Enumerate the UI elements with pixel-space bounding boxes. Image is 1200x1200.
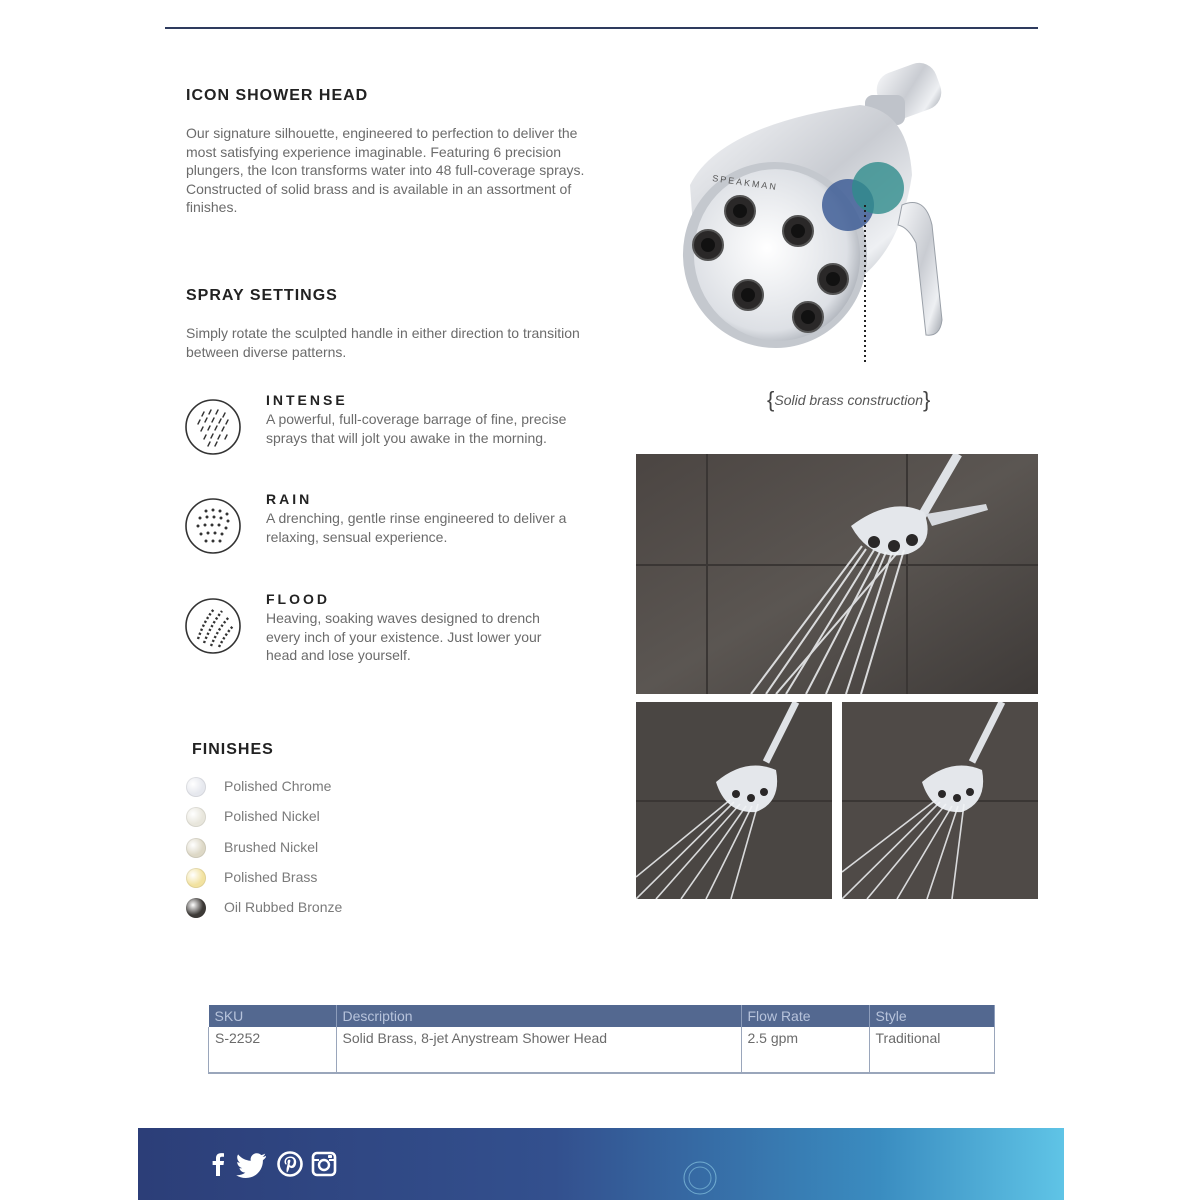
table-header-cell: SKU xyxy=(209,1005,337,1027)
spray-mode-description: A powerful, full-coverage barrage of fine, precise sprays that will jolt you awake in the morning. xyxy=(266,411,567,446)
callout-brace: { xyxy=(767,387,775,412)
finish-item xyxy=(186,838,446,860)
spray-mode-name: FLOOD xyxy=(266,591,330,607)
spray-settings-intro: Simply rotate the sculpted handle in either direction to transition between diverse patterns. xyxy=(186,325,580,360)
table-cell: S-2252 xyxy=(209,1027,337,1073)
footer-banner xyxy=(138,1128,1064,1200)
spray-settings-title: SPRAY SETTINGS xyxy=(186,287,338,304)
finish-item xyxy=(186,898,446,920)
brand-watermark-icon xyxy=(680,1158,720,1198)
spray-mode-intense xyxy=(184,392,584,478)
twitter-icon[interactable] xyxy=(234,1150,268,1178)
shower-photo-large xyxy=(636,454,1038,694)
finish-item xyxy=(186,777,446,799)
finish-label: Polished Nickel xyxy=(224,808,320,824)
brand-mark: SPEAKMAN xyxy=(711,173,779,193)
spray-mode-name: RAIN xyxy=(266,491,313,507)
shower-photo-small-right xyxy=(842,702,1038,899)
finish-label: Brushed Nickel xyxy=(224,839,319,855)
callout-brace: } xyxy=(923,387,931,412)
finish-swatch xyxy=(186,868,206,888)
intense-spray-icon xyxy=(184,398,242,456)
finish-swatch xyxy=(186,838,206,858)
shower-photo-small-left xyxy=(636,702,832,899)
rain-spray-icon xyxy=(184,497,242,555)
table-row xyxy=(209,1027,995,1073)
flood-spray-icon xyxy=(184,597,242,655)
top-rule xyxy=(165,27,1038,29)
product-title: ICON SHOWER HEAD xyxy=(186,87,369,104)
table-header-cell: Style xyxy=(869,1005,995,1027)
spray-mode-name: INTENSE xyxy=(266,392,348,408)
finish-item xyxy=(186,807,446,829)
table-header-row xyxy=(209,1005,995,1027)
callout-text: Solid brass construction xyxy=(774,392,923,408)
finish-swatch xyxy=(186,777,206,797)
table-cell: 2.5 gpm xyxy=(741,1027,869,1073)
solid-brass-callout xyxy=(767,387,930,413)
spray-mode-rain xyxy=(184,491,584,577)
finish-label: Oil Rubbed Bronze xyxy=(224,899,343,915)
product-description: Our signature silhouette, engineered to perfection to deliver the most satisfying experience imaginable. Featuring 6 precision plungers, the Icon transforms water into 48 full-coverage sprays. Constructed of solid brass and is available in an assortment of finishes. xyxy=(186,125,585,215)
spray-mode-description: Heaving, soaking waves designed to drench every inch of your existence. Just lower your head and lose yourself. xyxy=(266,610,542,663)
table-cell: Traditional xyxy=(869,1027,995,1073)
pinterest-icon[interactable] xyxy=(276,1150,304,1178)
finish-swatch xyxy=(186,807,206,827)
facebook-icon[interactable] xyxy=(204,1150,232,1178)
table-cell: Solid Brass, 8-jet Anystream Shower Head xyxy=(336,1027,741,1073)
finish-label: Polished Brass xyxy=(224,869,318,885)
finishes-title: FINISHES xyxy=(192,741,274,758)
table-header-cell: Description xyxy=(336,1005,741,1027)
finish-label: Polished Chrome xyxy=(224,778,332,794)
finish-item xyxy=(186,868,446,890)
instagram-icon[interactable] xyxy=(310,1150,338,1178)
table-header-cell: Flow Rate xyxy=(741,1005,869,1027)
finish-swatch xyxy=(186,898,206,918)
spec-table xyxy=(208,1005,995,1074)
spray-mode-description: A drenching, gentle rinse engineered to deliver a relaxing, sensual experience. xyxy=(266,510,567,545)
spray-mode-flood xyxy=(184,591,584,677)
shower-head-product-image xyxy=(650,55,970,365)
